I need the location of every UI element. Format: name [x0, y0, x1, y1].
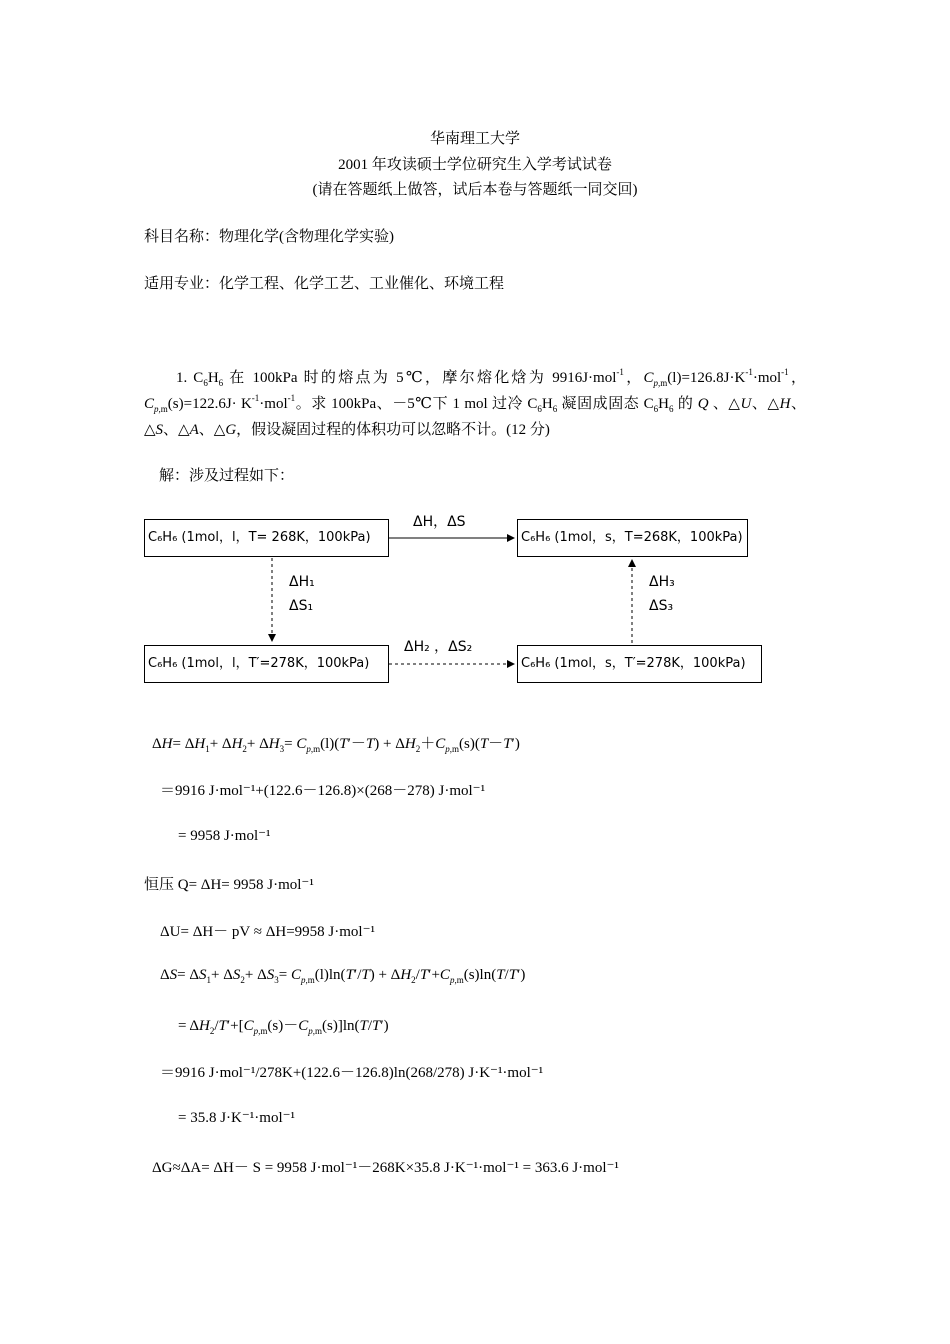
- eq-delta-h-substitution: ＝9916 J·mol⁻¹+(122.6－126.8)×(268－278) J·mol⁻¹: [160, 783, 486, 799]
- problem-score: (12 分): [506, 422, 550, 438]
- label-delta-h2-s2: ΔH₂ ，ΔS₂: [404, 639, 473, 655]
- solution-intro: 解：涉及过程如下：: [159, 468, 295, 484]
- label-delta-h-s: ΔH，ΔS: [413, 514, 466, 530]
- label-delta-h1: ΔH₁: [289, 574, 315, 590]
- university-name: 华南理工大学: [429, 131, 520, 147]
- label-delta-h3: ΔH₃: [649, 574, 675, 590]
- subject-name: 科目名称：物理化学(含物理化学实验): [144, 229, 394, 245]
- exam-instruction: (请在答题纸上做答，试后本卷与答题纸一同交回): [312, 182, 638, 198]
- exam-title: 2001 年攻读硕士学位研究生入学考试试卷: [338, 157, 612, 173]
- eq-delta-s-substitution: ＝9916 J·mol⁻¹/278K+(122.6－126.8)ln(268/278) J·K⁻¹·mol⁻¹: [160, 1065, 544, 1081]
- state-box-liquid-278k: C₆H₆ (1mol，l，T′=278K，100kPa): [144, 645, 389, 683]
- eq-delta-h-definition: $\Delta H= \Delta H_1+ \Delta H_2+ \Delta H_3= C_{p,m}(l)(T'-T) + \Delta H_2+C_{p,m}(s)(T-T')$: [152, 736, 520, 754]
- label-delta-s3: ΔS₃: [649, 598, 674, 614]
- eq-delta-g: ΔG≈ΔA= ΔH－ S = 9958 J·mol⁻¹－268K×35.8 J·K⁻¹·mol⁻¹ = 363.6 J·mol⁻¹: [152, 1160, 619, 1176]
- problem-number: 1.: [176, 370, 188, 386]
- eq-delta-s-simplified: = $\Delta H_2/T'+[C_{p,m}(s)-C_{p,m}(s)]\ln(T/T')$: [178, 1018, 389, 1036]
- eq-delta-s-definition: $\Delta S= \Delta S_1+ \Delta S_2+ \Delta S_3= C_{p,m}(l)\ln(T'/T) + \Delta H_2/T'+C_{p,m}(s)\ln(T/T')$: [160, 967, 526, 985]
- label-delta-s1: ΔS₁: [289, 598, 314, 614]
- eq-delta-u: ΔU= ΔH－ pV ≈ ΔH=9958 J·mol⁻¹: [160, 924, 375, 940]
- applicable-majors: 适用专业：化学工程、化学工艺、工业催化、环境工程: [144, 276, 505, 292]
- state-box-solid-268k: C₆H₆ (1mol，s，T=268K，100kPa): [517, 519, 748, 557]
- state-box-solid-278k: C₆H₆ (1mol，s，T′=278K，100kPa): [517, 645, 762, 683]
- eq-q-value: 恒压 Q= ΔH= 9958 J·mol⁻¹: [144, 877, 314, 893]
- state-box-liquid-268k: C₆H₆ (1mol，l，T= 268K，100kPa): [144, 519, 389, 557]
- eq-delta-s-result: = 35.8 J·K⁻¹·mol⁻¹: [178, 1110, 296, 1126]
- problem-statement: 1. $C_6H_6$ 在 100kPa 时的熔点为 5℃，摩尔熔化焓为 9916J·mol$^{-1}$，$C_{p,m}(l)=126.8J\cdot K^{-1}\cdot mol^{-1}$，$C_{p,m}(s)=122.6J\cdot K^{-1}\cdot mol^{-1}$。求 100kPa、－5℃下 1 mol 过冷 $C_6H_6$ 凝固成固态 $C_6H_6$ 的 Q 、△U、△H、△S、△A、△G，假设凝固过程的体积功可以忽略不计。(12 分): [144, 367, 806, 438]
- eq-delta-h-result: = 9958 J·mol⁻¹: [178, 828, 271, 844]
